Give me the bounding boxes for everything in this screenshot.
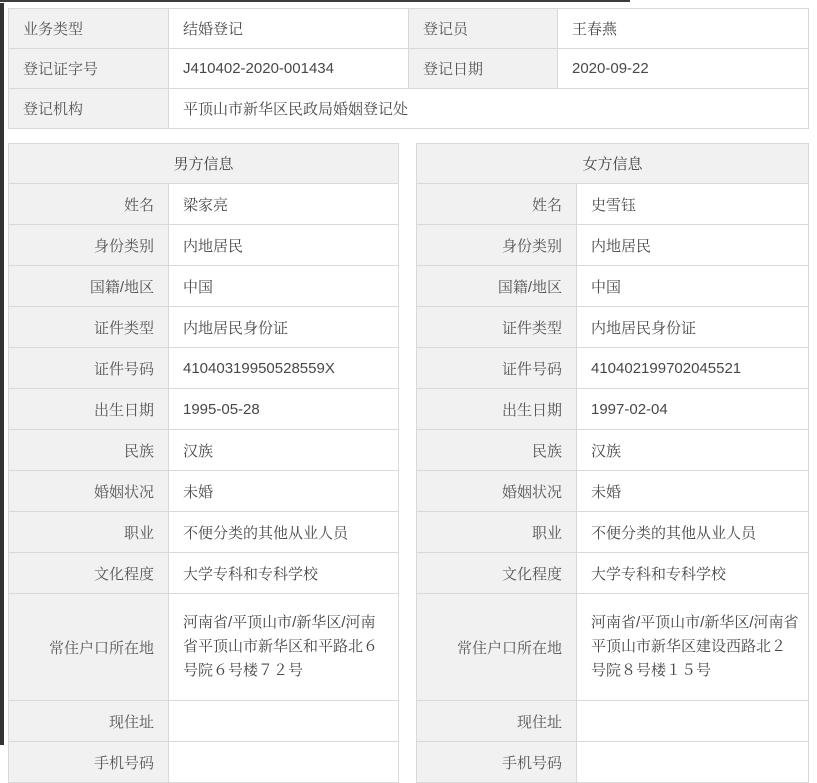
top-edge-divider [0, 0, 630, 2]
table-row [416, 307, 808, 348]
nationality-label: 国籍/地区 [9, 266, 169, 307]
table-row [9, 430, 399, 471]
ethnicity-value: 汉族 [169, 430, 399, 471]
female-info-title: 女方信息 [416, 144, 808, 184]
mobile-number-value [169, 742, 399, 783]
id-number-label: 证件号码 [416, 348, 576, 389]
table-row [416, 430, 808, 471]
education-value: 大学专科和专科学校 [576, 553, 808, 594]
household-address-value: 河南省/平顶山市/新华区/河南省平顶山市新华区和平路北６号院６号楼７２号 [169, 594, 399, 701]
table-row [9, 348, 399, 389]
occupation-value: 不便分类的其他从业人员 [576, 512, 808, 553]
table-row [9, 742, 399, 783]
nationality-value: 中国 [169, 266, 399, 307]
mobile-number-label: 手机号码 [416, 742, 576, 783]
table-row [416, 184, 808, 225]
id-number-value: 410402199702045521 [576, 348, 808, 389]
table-row [9, 49, 809, 89]
person-tables-section [8, 143, 809, 783]
name-label: 姓名 [416, 184, 576, 225]
table-row [9, 89, 809, 129]
mobile-number-label: 手机号码 [9, 742, 169, 783]
table-row [416, 471, 808, 512]
marital-status-label: 婚姻状况 [416, 471, 576, 512]
identity-category-value: 内地居民 [576, 225, 808, 266]
table-row [416, 266, 808, 307]
occupation-label: 职业 [9, 512, 169, 553]
id-number-value: 41040319950528559X [169, 348, 399, 389]
current-address-label: 现住址 [9, 701, 169, 742]
table-row [416, 594, 808, 701]
table-row [416, 225, 808, 266]
table-row [9, 225, 399, 266]
name-value: 史雪钰 [576, 184, 808, 225]
table-row [9, 184, 399, 225]
male-info-table [8, 143, 399, 783]
registration-date-label: 登记日期 [409, 49, 558, 89]
marital-status-value: 未婚 [576, 471, 808, 512]
female-info-table [416, 143, 809, 783]
ethnicity-value: 汉族 [576, 430, 808, 471]
table-row [9, 389, 399, 430]
table-row [416, 389, 808, 430]
education-label: 文化程度 [9, 553, 169, 594]
birth-date-value: 1997-02-04 [576, 389, 808, 430]
table-row [9, 512, 399, 553]
identity-category-label: 身份类别 [416, 225, 576, 266]
table-row [9, 471, 399, 512]
household-address-value: 河南省/平顶山市/新华区/河南省平顶山市新华区建设西路北２号院８号楼１５号 [576, 594, 808, 701]
registrar-value: 王春燕 [558, 9, 809, 49]
current-address-label: 现住址 [416, 701, 576, 742]
identity-category-label: 身份类别 [9, 225, 169, 266]
business-type-label: 业务类型 [9, 9, 169, 49]
current-address-value [576, 701, 808, 742]
table-row [9, 594, 399, 701]
registration-office-value: 平顶山市新华区民政局婚姻登记处 [169, 89, 809, 129]
registration-date-value: 2020-09-22 [558, 49, 809, 89]
left-edge-divider [0, 3, 4, 745]
table-row [9, 307, 399, 348]
name-value: 梁家亮 [169, 184, 399, 225]
table-row [9, 553, 399, 594]
identity-category-value: 内地居民 [169, 225, 399, 266]
education-label: 文化程度 [416, 553, 576, 594]
id-type-label: 证件类型 [416, 307, 576, 348]
table-row [9, 701, 399, 742]
id-type-label: 证件类型 [9, 307, 169, 348]
name-label: 姓名 [9, 184, 169, 225]
certificate-number-value: J410402-2020-001434 [169, 49, 409, 89]
table-row [416, 553, 808, 594]
table-row [9, 9, 809, 49]
registration-summary-table [8, 8, 809, 129]
table-row [416, 348, 808, 389]
ethnicity-label: 民族 [9, 430, 169, 471]
id-type-value: 内地居民身份证 [576, 307, 808, 348]
occupation-label: 职业 [416, 512, 576, 553]
table-row [416, 144, 808, 184]
household-address-label: 常住户口所在地 [416, 594, 576, 701]
id-number-label: 证件号码 [9, 348, 169, 389]
birth-date-value: 1995-05-28 [169, 389, 399, 430]
male-info-title: 男方信息 [9, 144, 399, 184]
nationality-label: 国籍/地区 [416, 266, 576, 307]
table-row [9, 266, 399, 307]
table-row [9, 144, 399, 184]
nationality-value: 中国 [576, 266, 808, 307]
table-row [416, 512, 808, 553]
marital-status-label: 婚姻状况 [9, 471, 169, 512]
ethnicity-label: 民族 [416, 430, 576, 471]
table-row [416, 742, 808, 783]
current-address-value [169, 701, 399, 742]
mobile-number-value [576, 742, 808, 783]
household-address-label: 常住户口所在地 [9, 594, 169, 701]
business-type-value: 结婚登记 [169, 9, 409, 49]
birth-date-label: 出生日期 [9, 389, 169, 430]
occupation-value: 不便分类的其他从业人员 [169, 512, 399, 553]
marital-status-value: 未婚 [169, 471, 399, 512]
table-row [416, 701, 808, 742]
registration-office-label: 登记机构 [9, 89, 169, 129]
education-value: 大学专科和专科学校 [169, 553, 399, 594]
registrar-label: 登记员 [409, 9, 558, 49]
birth-date-label: 出生日期 [416, 389, 576, 430]
id-type-value: 内地居民身份证 [169, 307, 399, 348]
certificate-number-label: 登记证字号 [9, 49, 169, 89]
